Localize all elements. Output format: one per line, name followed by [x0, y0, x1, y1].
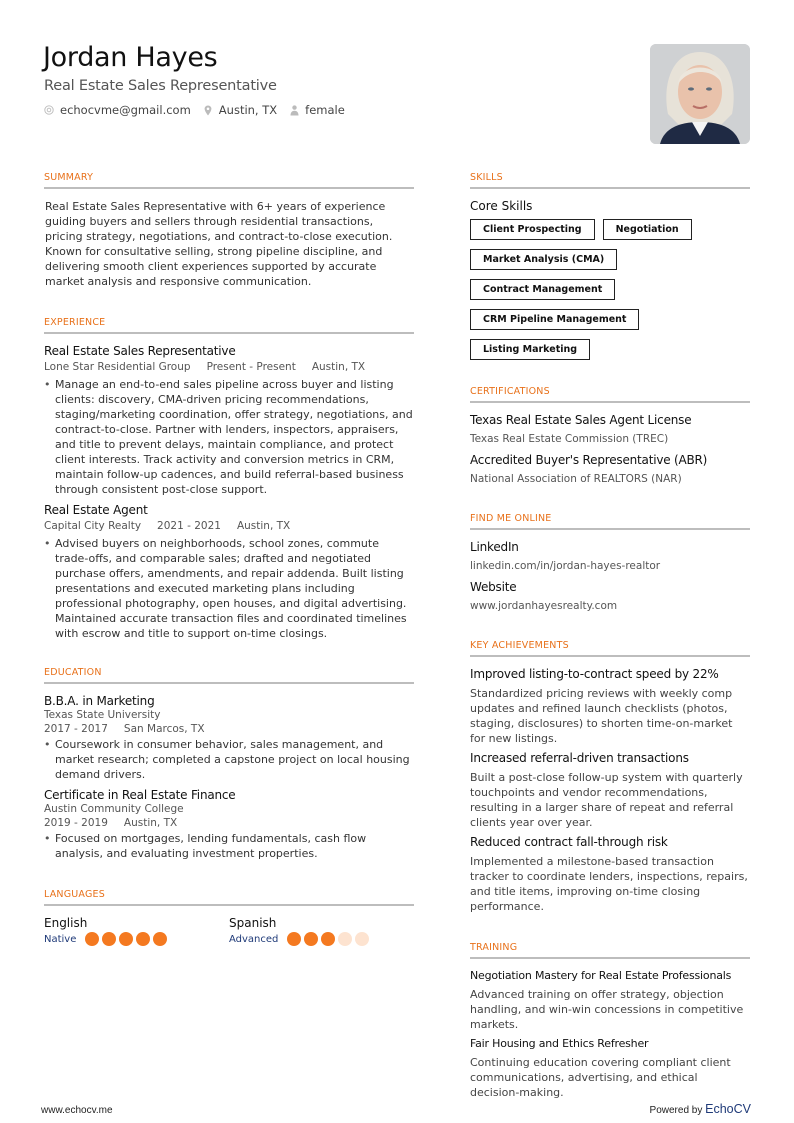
- footer-site-link[interactable]: www.echocv.me: [41, 1105, 113, 1116]
- rating-dot-filled: [153, 932, 167, 946]
- right-column: [470, 172, 750, 1120]
- section-heading: SUMMARY: [44, 172, 414, 189]
- rating-dot-filled: [119, 932, 133, 946]
- candidate-name: Jordan Hayes: [43, 42, 218, 73]
- bullet-icon: •: [44, 832, 51, 845]
- rating-dot-empty: [355, 932, 369, 946]
- section-heading: FIND ME ONLINE: [470, 513, 750, 530]
- person-icon: [289, 104, 299, 116]
- skills-group-title: Core Skills: [470, 199, 533, 213]
- location-text: Austin, TX: [218, 103, 278, 117]
- section-heading: KEY ACHIEVEMENTS: [470, 640, 750, 657]
- language-rating: [44, 932, 229, 946]
- job-title: Real Estate Sales Representative: [44, 344, 236, 358]
- company: Capital City Realty: [44, 520, 142, 532]
- location: Austin, TX: [311, 361, 366, 373]
- bullet-text: Manage an end-to-end sales pipeline across buyer and listing clients: discovery, CMA-driven pricing recommendations, staging/marketing coordination, offer strategy, negotiations, and contract-to-close. Partner with lenders, inspectors, appraisers, and title to prevent delays, maintain compliance, and protect client interests. Track activity and conversion metrics in CRM, maintain follow-up cadences, and build referral-based business through consistent post-close support.: [55, 378, 413, 496]
- section-heading: SKILLS: [470, 172, 750, 189]
- bullet-text: Advised buyers on neighborhoods, school zones, commute trade-offs, and comparable sales; drafted and negotiated purchase offers, amendments, and repair addenda. Built listing presentations and executed marketing plans including professional photography, open houses, and digital advertising. Maintained accurate transaction files and coordinated timelines with escrow and title to support on-time closings.: [55, 537, 407, 640]
- school-name: Texas State University: [44, 709, 161, 721]
- footer-powered-by[interactable]: [650, 1102, 751, 1116]
- language-level: Native: [44, 933, 77, 945]
- certifications-section: [470, 386, 750, 485]
- rating-dot-filled: [304, 932, 318, 946]
- achievement-title: Reduced contract fall-through risk: [470, 835, 668, 849]
- profile-label: LinkedIn: [470, 540, 519, 554]
- dates: 2017 - 2017: [44, 723, 108, 735]
- location: Austin, TX: [236, 520, 291, 532]
- education-item: [44, 788, 414, 861]
- skill-tag: Market Analysis (CMA): [470, 249, 617, 270]
- training-text: Continuing education covering compliant client communications, advertising, and ethical decision-making.: [470, 1056, 731, 1099]
- online-section: [470, 513, 750, 612]
- section-heading: LANGUAGES: [44, 889, 414, 906]
- section-heading: TRAINING: [470, 942, 750, 959]
- edu-meta: [44, 723, 414, 735]
- school: [44, 803, 414, 815]
- contact-location: [203, 103, 277, 117]
- linkedin-link[interactable]: linkedin.com/in/jordan-hayes-realtor: [470, 560, 661, 572]
- bullet-point: [44, 737, 414, 782]
- achievement-title: Increased referral-driven transactions: [470, 751, 689, 765]
- bullet-point: [44, 831, 414, 861]
- language-level: Advanced: [229, 933, 279, 945]
- school: [44, 709, 414, 721]
- experience-section: [44, 317, 414, 641]
- training-text: Advanced training on offer strategy, objection handling, and win-win concessions in competitive markets.: [470, 988, 744, 1031]
- profile-photo: [650, 44, 750, 144]
- contact-email[interactable]: [44, 103, 191, 117]
- skill-tag: Negotiation: [603, 219, 692, 240]
- location-pin-icon: [203, 104, 213, 116]
- degree: Certificate in Real Estate Finance: [44, 788, 236, 802]
- dates: 2021 - 2021: [157, 520, 221, 532]
- language-name: Spanish: [229, 916, 277, 930]
- summary-text: Real Estate Sales Representative with 6+ years of experience guiding buyers and sellers through residential transactions, pricing strategy, negotiations, and contract-to-close execution. Known for consultative selling, strong pipeline discipline, and delivering smooth client experiences supported by accurate market analysis and responsive communication.: [45, 200, 393, 288]
- section-heading: CERTIFICATIONS: [470, 386, 750, 403]
- powered-by-label: Powered by: [649, 1105, 703, 1116]
- rating-dot-filled: [85, 932, 99, 946]
- website-link[interactable]: www.jordanhayesrealty.com: [470, 600, 618, 612]
- skill-tag: Client Prospecting: [470, 219, 595, 240]
- achievement-text: Implemented a milestone-based transaction tracker to coordinate lenders, inspections, repairs, and title items, improving on-time closing performance.: [470, 855, 748, 913]
- location: Austin, TX: [123, 817, 178, 829]
- profile-label: Website: [470, 580, 517, 594]
- language-item: [229, 916, 414, 946]
- education-item: [44, 694, 414, 782]
- certification-name: Texas Real Estate Sales Agent License: [470, 413, 692, 427]
- skill-tag: Contract Management: [470, 279, 615, 300]
- bullet-text: Focused on mortgages, lending fundamentals, cash flow analysis, and evaluating investment properties.: [55, 832, 367, 860]
- bullet-point: [44, 536, 414, 641]
- bullet-icon: •: [44, 738, 51, 751]
- rating-dot-filled: [136, 932, 150, 946]
- language-rating: [229, 932, 414, 946]
- bullet-icon: •: [44, 378, 51, 391]
- bullet-text: Coursework in consumer behavior, sales management, and market research; completed a capstone project on local housing demand drivers.: [55, 738, 410, 781]
- section-heading: EXPERIENCE: [44, 317, 414, 334]
- at-icon: [44, 104, 54, 116]
- achievement-text: Standardized pricing reviews with weekly comp updates and refined launch checklists (photos, staging, disclosures) to shorten time-on-market for new listings.: [470, 687, 733, 745]
- school-name: Austin Community College: [44, 803, 184, 815]
- achievements-section: [470, 640, 750, 914]
- skills-section: [470, 172, 750, 360]
- rating-dot-filled: [287, 932, 301, 946]
- email-text: echocvme@gmail.com: [60, 103, 191, 117]
- job-title: Real Estate Agent: [44, 503, 148, 517]
- languages-section: [44, 889, 414, 946]
- language-name: English: [44, 916, 88, 930]
- certification-issuer: Texas Real Estate Commission (TREC): [470, 433, 669, 445]
- summary-section: [44, 172, 414, 289]
- language-list: [44, 916, 414, 946]
- achievement-text: Built a post-close follow-up system with quarterly touchpoints and vendor recommendations, resulting in a larger share of repeat and referral clients year over year.: [470, 771, 743, 829]
- degree: B.B.A. in Marketing: [44, 694, 155, 708]
- training-title: Negotiation Mastery for Real Estate Professionals: [470, 969, 732, 982]
- language-item: [44, 916, 229, 946]
- bullet-icon: •: [44, 537, 51, 550]
- certification-issuer: National Association of REALTORS (NAR): [470, 473, 682, 485]
- company: Lone Star Residential Group: [44, 361, 191, 373]
- dates: Present - Present: [206, 361, 296, 373]
- training-title: Fair Housing and Ethics Refresher: [470, 1037, 649, 1050]
- rating-dot-filled: [321, 932, 335, 946]
- job-meta: [44, 520, 414, 532]
- bullet-point: [44, 377, 414, 497]
- skill-tag: CRM Pipeline Management: [470, 309, 639, 330]
- contact-gender: [289, 103, 345, 117]
- gender-text: female: [305, 103, 345, 117]
- certification-name: Accredited Buyer's Representative (ABR): [470, 453, 708, 467]
- contact-row: [44, 103, 357, 117]
- education-section: [44, 667, 414, 861]
- skill-tags: [470, 219, 750, 360]
- experience-item: [44, 344, 414, 497]
- candidate-title: Real Estate Sales Representative: [44, 78, 277, 94]
- rating-dot-empty: [338, 932, 352, 946]
- skill-tag: Listing Marketing: [470, 339, 590, 360]
- job-meta: [44, 361, 414, 373]
- rating-dot-filled: [102, 932, 116, 946]
- training-section: [470, 942, 750, 1100]
- achievement-title: Improved listing-to-contract speed by 22%: [470, 667, 719, 681]
- edu-meta: [44, 817, 414, 829]
- experience-item: [44, 503, 414, 641]
- location: San Marcos, TX: [123, 723, 205, 735]
- left-column: [44, 172, 414, 966]
- section-heading: EDUCATION: [44, 667, 414, 684]
- dates: 2019 - 2019: [44, 817, 108, 829]
- brand-name: EchoCV: [705, 1102, 751, 1116]
